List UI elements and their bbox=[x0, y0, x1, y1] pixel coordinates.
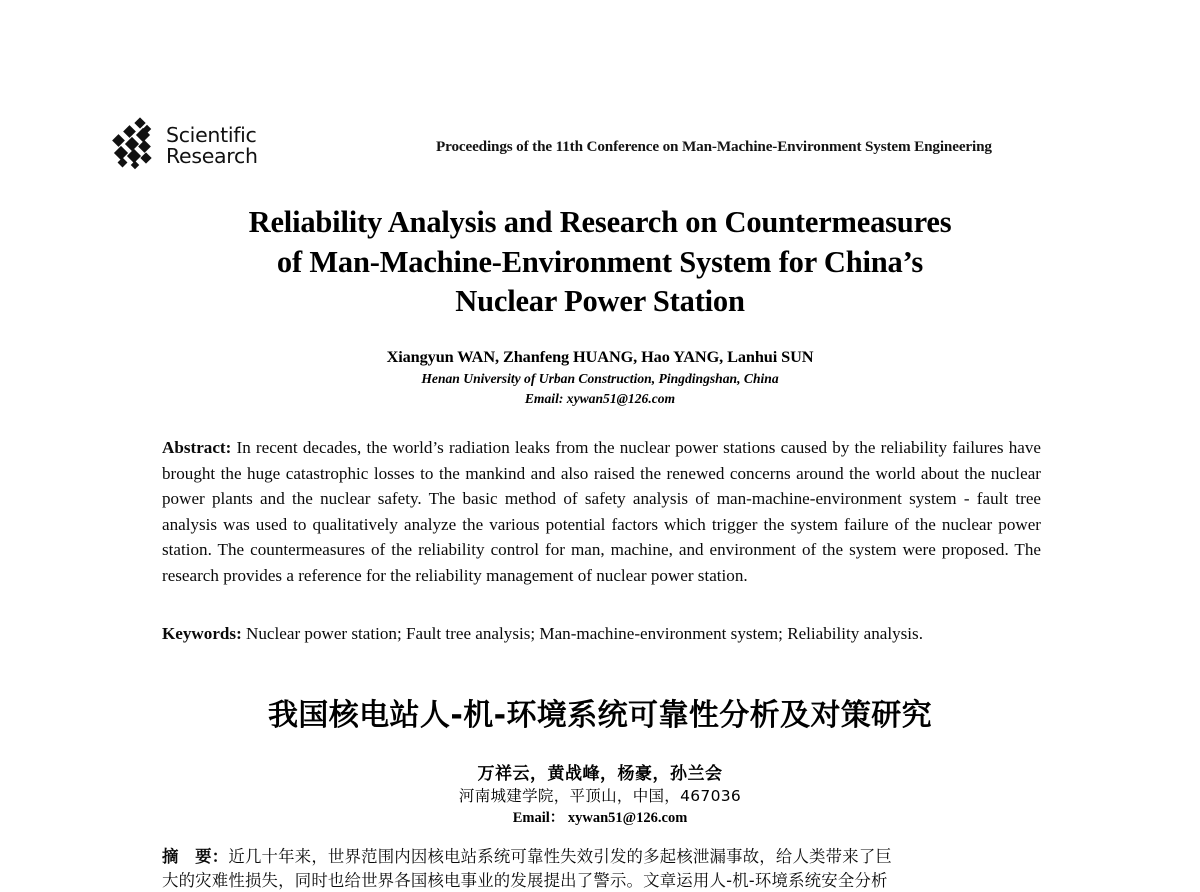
paper-title-cn: 我国核电站人-机-环境系统可靠性分析及对策研究 bbox=[267, 698, 933, 733]
abstract-cn-label: 摘 要： bbox=[162, 847, 229, 866]
keywords-en-label: Keywords: bbox=[162, 624, 242, 643]
abstract-cn-line1-text: 近几十年来，世界范围内因核电站系统可靠性失效引发的多起核泄漏事故，给人类带来了巨 bbox=[228, 847, 892, 866]
publisher-name-line2: Research bbox=[166, 144, 258, 168]
abstract-cn-line2: 大的灾难性损失，同时也给世界各国核电事业的发展提出了警示。文章运用人-机-环境系统安全分析 bbox=[162, 870, 888, 890]
email-en: Email: xywan51@126.com bbox=[524, 391, 676, 406]
abstract-cn-line1 bbox=[162, 845, 1041, 869]
affiliation-cn: 河南城建学院，平顶山，中国，467036 bbox=[458, 787, 742, 805]
keywords-en-body: Nuclear power station; Fault tree analysis; Man-machine-environment system; Reliability analysis. bbox=[241, 624, 923, 643]
abstract-en-body: In recent decades, the world’s radiation leaks from the nuclear power stations caused by the reliability failures have brought the huge catastrophic losses to the mankind and also raised the renewed concerns around the world about the nuclear power plants and the nuclear safety. The basic method of safety analysis of man-machine-environment system - fault tree analysis was used to qualitatively analyze the various potential factors which trigger the system failure of the nuclear power station. The countermeasures of the reliability control for man, machine, and environment of the system were proposed. The research provides a reference for the reliability management of nuclear power station. bbox=[162, 438, 1041, 585]
email-cn: Email： xywan51@126.com bbox=[512, 810, 688, 826]
paper-title-en-line2: of Man-Machine-Environment System for China’s bbox=[276, 244, 924, 279]
paper-title-en-line1: Reliability Analysis and Research on Countermeasures bbox=[248, 205, 952, 239]
scientific-research-diamonds-logo-icon bbox=[113, 124, 159, 168]
proceedings-header: Proceedings of the 11th Conference on Man-Machine-Environment System Engineering bbox=[436, 138, 992, 155]
masthead bbox=[0, 124, 1200, 178]
keywords-en bbox=[162, 621, 1041, 647]
paper-title-en bbox=[150, 203, 1050, 322]
authors-cn: 万祥云，黄战峰，杨豪，孙兰会 bbox=[477, 764, 723, 784]
publisher-logo bbox=[113, 124, 258, 168]
publisher-name-line1: Scientific bbox=[166, 122, 257, 147]
publisher-name bbox=[166, 122, 258, 168]
abstract-en-label: Abstract: bbox=[162, 438, 232, 457]
abstract-en bbox=[162, 435, 1041, 588]
paper-title-en-line3: Nuclear Power Station bbox=[455, 284, 745, 319]
authors-en: Xiangyun WAN, Zhanfeng HUANG, Hao YANG, Lanhui SUN bbox=[386, 347, 814, 366]
abstract-cn bbox=[162, 845, 1041, 892]
affiliation-en: Henan University of Urban Construction, Pingdingshan, China bbox=[421, 371, 779, 386]
